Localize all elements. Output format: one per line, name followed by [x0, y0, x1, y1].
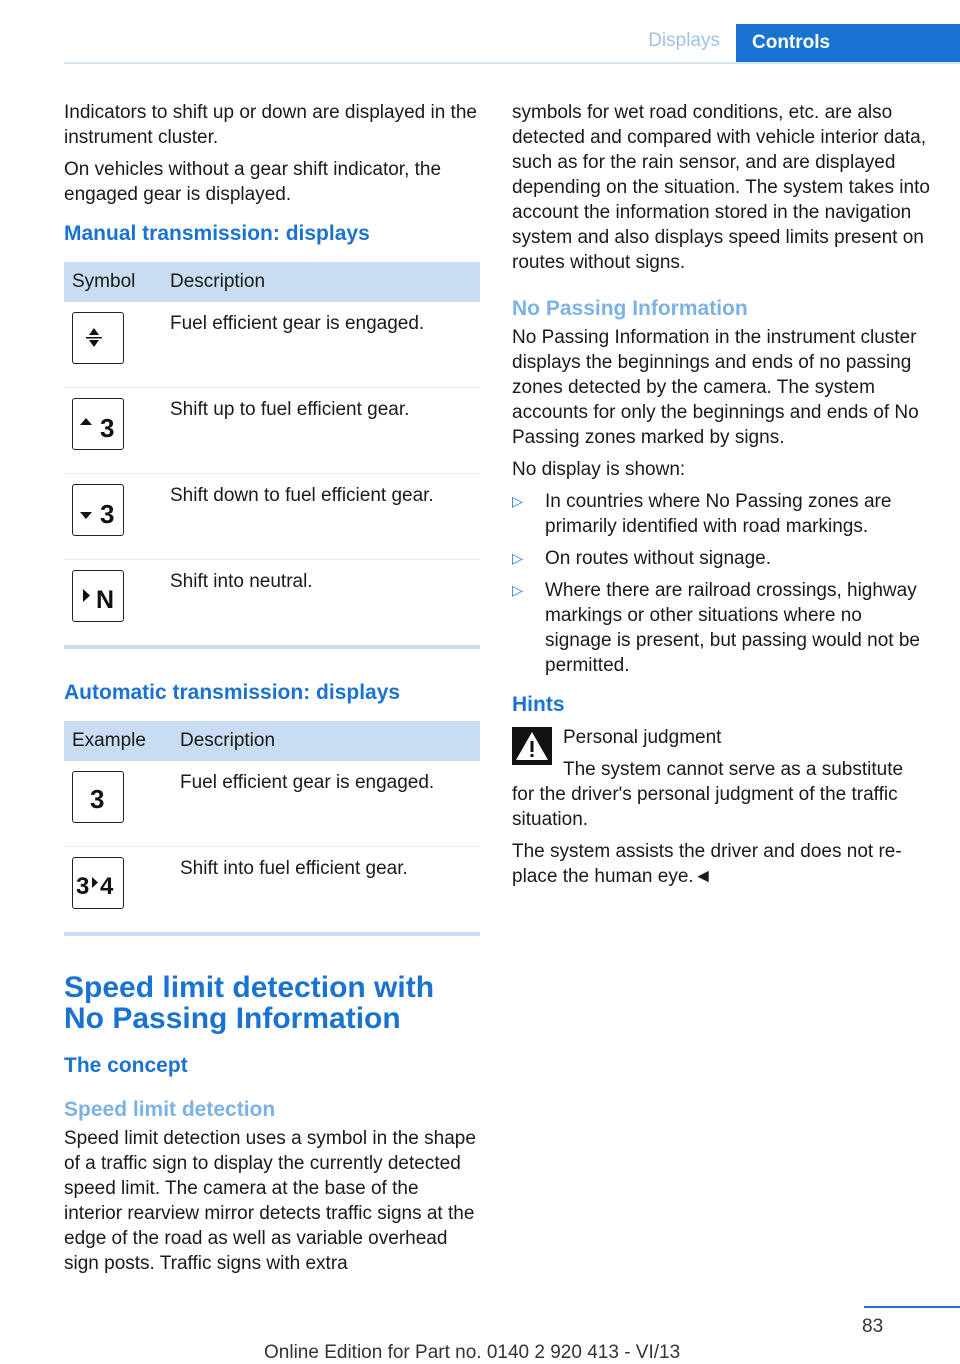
manual-transmission-table — [64, 262, 480, 649]
no-passing-text: No Passing Information in the instrument cluster displays the beginnings and ends of no passing zones detected by the camera. The system accounts for only the beginnings and ends of No Passing zones marked by signs. — [512, 327, 919, 448]
table-header-row — [64, 721, 480, 761]
table-row — [64, 560, 480, 648]
table-row — [64, 761, 480, 847]
gear-3-icon — [72, 771, 124, 823]
bullet-triangle-icon: ▷ — [512, 493, 523, 509]
list-item — [512, 578, 932, 678]
page-header — [64, 24, 960, 64]
example-column-header: Example — [64, 721, 172, 761]
list-item-text: On routes without signage. — [545, 548, 772, 569]
svg-text:4: 4 — [100, 873, 114, 900]
description-column-header: Description — [162, 262, 480, 302]
automatic-transmission-table — [64, 721, 480, 936]
warning-note — [512, 725, 932, 782]
shift-neutral-icon — [72, 570, 124, 622]
right-column — [512, 100, 932, 896]
left-column — [64, 100, 480, 1283]
shift-up-3-icon — [72, 398, 124, 450]
intro-paragraph-2: On vehicles without a gear shift indicator, the engaged gear is displayed. — [64, 159, 442, 205]
bullet-triangle-icon: ▷ — [512, 582, 523, 598]
svg-text:3: 3 — [90, 784, 105, 814]
list-item-text: In countries where No Passing zones are primarily identified with road markings. — [545, 491, 892, 537]
row-description: Shift into fuel efficient gear. — [172, 847, 480, 935]
row-description: Shift down to fuel efficient gear. — [162, 474, 480, 560]
svg-text:3: 3 — [100, 413, 115, 443]
continued-paragraph: symbols for wet road conditions, etc. are also detected and compared with vehicle interior data, such as for the rain sensor, and are displayed depending on the situation. The system takes into account the information stored in the navigation system and also displays speed limits present on routes without signs. — [512, 102, 930, 273]
chapter-tab: Controls — [736, 24, 960, 62]
edition-note: Online Edition for Part no. 0140 2 920 413 - VI/13 — [264, 1342, 681, 1363]
gear-3-to-4-icon — [72, 857, 124, 909]
svg-text:N: N — [96, 586, 115, 614]
row-description: Fuel efficient gear is engaged. — [162, 302, 480, 388]
page-number: 83 — [862, 1316, 884, 1337]
warning-triangle-icon — [512, 727, 552, 765]
svg-text:3: 3 — [100, 499, 115, 529]
table-row — [64, 302, 480, 388]
bullet-triangle-icon: ▷ — [512, 550, 523, 566]
warning-title: Personal judgment — [563, 727, 722, 748]
manual-transmission-heading: Manual transmission: displays — [64, 222, 370, 245]
shift-down-3-icon — [72, 484, 124, 536]
footer-rule — [864, 1306, 960, 1308]
description-column-header: Description — [172, 721, 480, 761]
no-passing-heading: No Passing Information — [512, 297, 748, 320]
table-row — [64, 388, 480, 474]
speed-limit-detection-text: Speed limit detection uses a symbol in the shape of a traffic sign to display the currently detected speed limit. The camera at the base of the interior rearview mirror detects traffic signs at the edge of the road as well as variable overhead sign posts. Traffic signs with extra — [64, 1128, 476, 1274]
table-header-row — [64, 262, 480, 302]
final-text: The system assists the driver and does not replace the human eye.◄ — [512, 841, 902, 887]
gear-optimal-icon — [72, 312, 124, 364]
svg-text:3: 3 — [76, 873, 90, 900]
row-description: Shift up to fuel efficient gear. — [162, 388, 480, 474]
no-display-list — [512, 489, 932, 678]
automatic-transmission-heading: Automatic transmission: displays — [64, 681, 401, 704]
row-description: Shift into neutral. — [162, 560, 480, 648]
table-row — [64, 847, 480, 935]
concept-heading: The concept — [64, 1054, 188, 1077]
list-item-text: Where there are railroad crossings, highway markings or other situations where no signage is present, but passing would not be permitted. — [545, 580, 920, 676]
section-label: Displays — [648, 30, 720, 51]
heading-line-2: No Passing Information — [64, 1002, 401, 1035]
speed-limit-detection-heading — [64, 972, 480, 1034]
intro-paragraph-1: Indicators to shift up or down are displayed in the instrument cluster. — [64, 102, 477, 148]
heading-line-1: Speed limit detection with — [64, 971, 435, 1004]
row-description: Fuel efficient gear is engaged. — [172, 761, 480, 847]
hints-heading: Hints — [512, 693, 565, 716]
warning-text: for the driver's personal judgment of the traffic situation. — [512, 784, 898, 830]
list-item — [512, 546, 932, 571]
symbol-column-header: Symbol — [64, 262, 162, 302]
speed-limit-detection-subheading: Speed limit detection — [64, 1098, 276, 1121]
table-row — [64, 474, 480, 560]
no-display-label: No display is shown: — [512, 459, 686, 480]
warning-first-line: The system cannot serve as a substitute — [563, 759, 904, 780]
list-item — [512, 489, 932, 539]
